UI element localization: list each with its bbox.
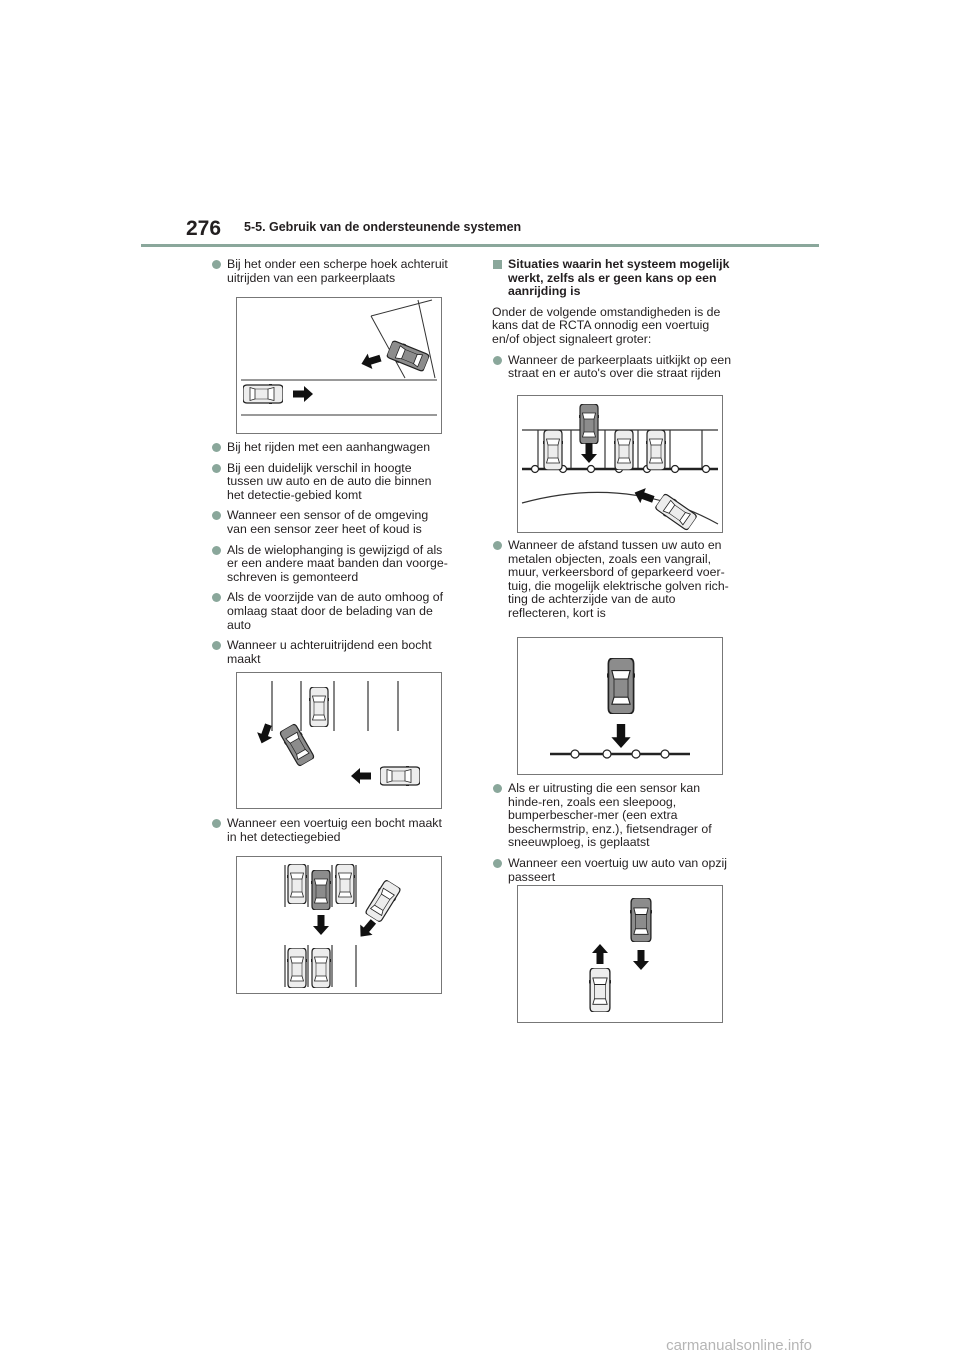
left-bullet-4: Wanneer een sensor of de omgeving van een sensor zeer heet of koud is <box>211 509 451 536</box>
left-column-last <box>211 817 451 851</box>
page-number: 276 <box>186 217 222 240</box>
left-column <box>211 258 451 292</box>
left-bullet-3: Bij een duidelijk verschil in hoogte tussen uw auto en de auto die binnen het detectie-gebied komt <box>211 462 451 503</box>
figure-vehicle-turning <box>236 856 442 994</box>
left-bullet-7: Wanneer u achteruitrijdend een bocht maakt <box>211 639 451 666</box>
right-column-end <box>492 782 732 891</box>
right-heading: Situaties waarin het systeem mogelijk werkt, zelfs als er geen kans op een aanrijding is <box>492 258 732 299</box>
figure-reverse-turn <box>236 672 442 809</box>
left-bullet-8: Wanneer een voertuig een bocht maakt in het detectiegebied <box>211 817 451 844</box>
section-title: 5-5. Gebruik van de ondersteunende systemen <box>244 220 522 234</box>
header-divider <box>141 244 819 247</box>
figure-metal-objects-close <box>517 637 723 775</box>
left-bullet-2: Bij het rijden met een aanhangwagen <box>211 441 451 455</box>
right-column <box>492 258 732 388</box>
watermark: carmanualsonline.info <box>666 1337 812 1354</box>
right-bullet-2: Wanneer de afstand tussen uw auto en metalen objecten, zoals een vangrail, muur, verkeersbord of geparkeerd voer-tuig, die mogelijk elektrische golven rich-ting de achterzijde van de auto reflecteren, kort is <box>492 539 732 621</box>
right-intro: Onder de volgende omstandigheden is de kans dat de RCTA onnodig een voertuig en/of object signaleert groter: <box>492 304 721 346</box>
right-bullet-3: Als er uitrusting die een sensor kan hinde-ren, zoals een sleepoog, bumperbescher-mer (een extra beschermstrip, enz.), fietsendrager of sneeuwploeg, is geplaatst <box>492 782 732 850</box>
figure-vehicle-passing-side <box>517 885 723 1023</box>
left-bullet-1: Bij het onder een scherpe hoek achteruit uitrijden van een parkeerplaats <box>211 258 451 285</box>
right-column-mid <box>492 539 732 628</box>
left-bullet-5: Als de wielophanging is gewijzigd of als er een andere maat banden dan voorge-schreven is gemonteerd <box>211 544 451 585</box>
left-column-list <box>211 441 451 673</box>
figure-sharp-angle-exit <box>236 297 442 434</box>
right-bullet-1: Wanneer de parkeerplaats uitkijkt op een straat en er auto's over die straat rijden <box>492 354 732 381</box>
right-bullet-4: Wanneer een voertuig uw auto van opzij passeert <box>492 857 732 884</box>
figure-parking-facing-street <box>517 395 723 533</box>
left-bullet-6: Als de voorzijde van de auto omhoog of omlaag staat door de belading van de auto <box>211 591 451 632</box>
